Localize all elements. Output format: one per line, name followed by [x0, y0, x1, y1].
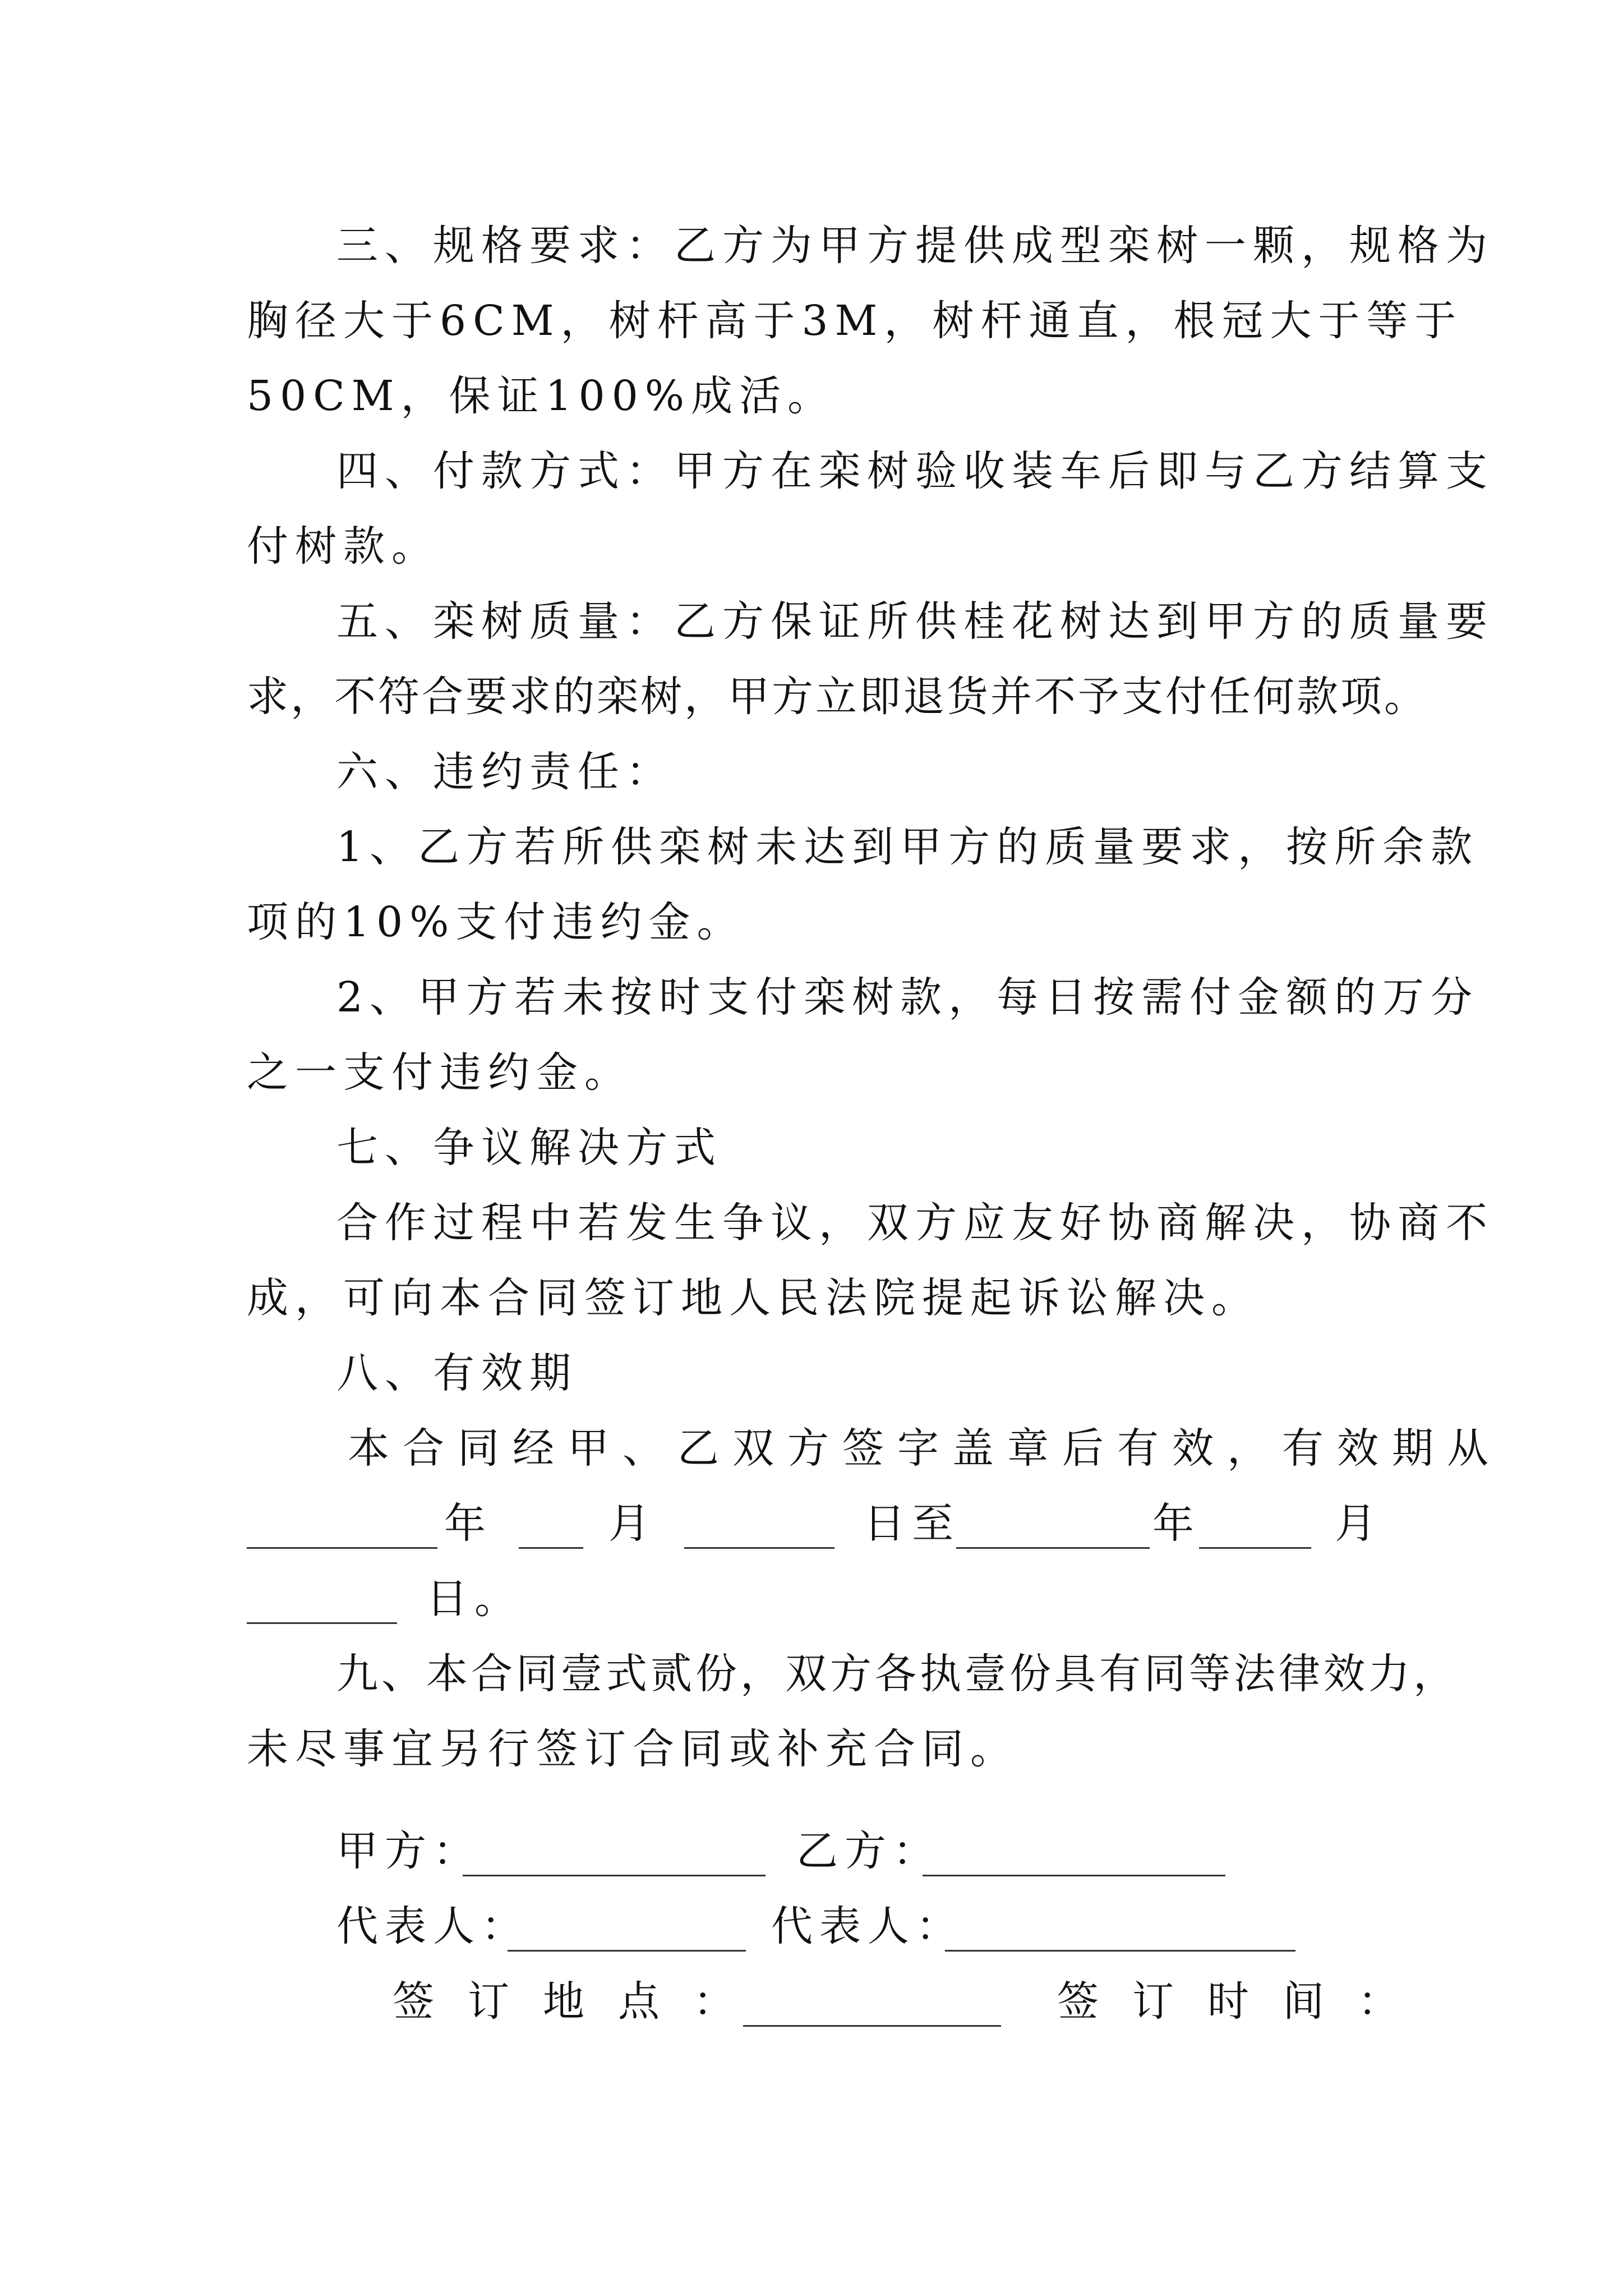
- sign-time-label: 签订时间：: [1057, 1977, 1433, 2026]
- clause-4-line-2: 付树款。: [247, 522, 440, 570]
- blank-end-year[interactable]: [956, 1547, 1150, 1549]
- clause-3-line-2: 胸径大于6CM，树杆高于3M，树杆通直，根冠大于等于: [247, 297, 1463, 345]
- label-day-to: 日至: [864, 1499, 960, 1548]
- clause-6-item-2-line-1: 2、甲方若未按时支付栾树款，每日按需付金额的万分: [336, 973, 1479, 1022]
- clause-5-line-2: 求，不符合要求的栾树，甲方立即退货并不予支付任何款项。: [247, 673, 1428, 721]
- blank-end-day[interactable]: [247, 1622, 397, 1624]
- rep-a-label: 代表人：: [336, 1902, 529, 1950]
- signature-place-time-row: [0, 1968, 1623, 2035]
- validity-end-day-row: [0, 1565, 1623, 1632]
- blank-end-month[interactable]: [1199, 1547, 1311, 1549]
- label-month-1: 月: [608, 1499, 657, 1548]
- label-day-end: 日。: [426, 1575, 523, 1623]
- clause-9-line-2: 未尽事宜另行签订合同或补充合同。: [247, 1725, 1018, 1773]
- clause-8-heading: 八、有效期: [336, 1349, 578, 1397]
- blank-start-year[interactable]: [247, 1547, 437, 1549]
- label-month-2: 月: [1335, 1499, 1383, 1548]
- validity-date-row: [0, 1490, 1623, 1557]
- clause-3-line-1: 三、规格要求：乙方为甲方提供成型栾树一颗，规格为: [336, 222, 1494, 270]
- clause-8-line-1: 本合同经甲、乙双方签字盖章后有效，有效期从: [348, 1424, 1502, 1473]
- signature-representatives-row: [0, 1893, 1623, 1960]
- sign-place-label: 签订地点：: [393, 1977, 768, 2026]
- clause-7-heading: 七、争议解决方式: [336, 1124, 722, 1172]
- party-a-label: 甲方：: [336, 1827, 481, 1875]
- party-b-field[interactable]: [923, 1875, 1225, 1876]
- clause-5-line-1: 五、栾树质量：乙方保证所供桂花树达到甲方的质量要: [336, 597, 1494, 646]
- rep-a-field[interactable]: [508, 1950, 746, 1952]
- party-b-label: 乙方：: [796, 1827, 941, 1875]
- clause-6-heading: 六、违约责任：: [336, 748, 674, 796]
- clause-7-line-2: 成，可向本合同签订地人民法院提起诉讼解决。: [247, 1274, 1260, 1322]
- clause-6-item-1-line-2: 项的10%支付违约金。: [247, 898, 745, 946]
- rep-b-field[interactable]: [945, 1950, 1295, 1952]
- blank-start-day[interactable]: [684, 1547, 834, 1549]
- label-year-1: 年: [444, 1499, 492, 1548]
- clause-4-line-1: 四、付款方式：甲方在栾树验收装车后即与乙方结算支: [336, 447, 1494, 495]
- sign-place-field[interactable]: [743, 2025, 1001, 2027]
- clause-6-item-1-line-1: 1、乙方若所供栾树未达到甲方的质量要求，按所余款: [336, 823, 1479, 871]
- signature-parties-row: [0, 1818, 1623, 1885]
- clause-9-line-1: 九、本合同壹式贰份，双方各执壹份具有同等法律效力，: [336, 1650, 1458, 1698]
- blank-start-month[interactable]: [519, 1547, 583, 1549]
- rep-b-label: 代表人：: [771, 1902, 964, 1950]
- clause-3-line-3: 50CM，保证100%成活。: [247, 372, 836, 420]
- clause-7-line-1: 合作过程中若发生争议，双方应友好协商解决，协商不: [336, 1199, 1494, 1247]
- party-a-field[interactable]: [463, 1875, 766, 1876]
- label-year-2: 年: [1152, 1499, 1201, 1548]
- clause-6-item-2-line-2: 之一支付违约金。: [247, 1048, 633, 1097]
